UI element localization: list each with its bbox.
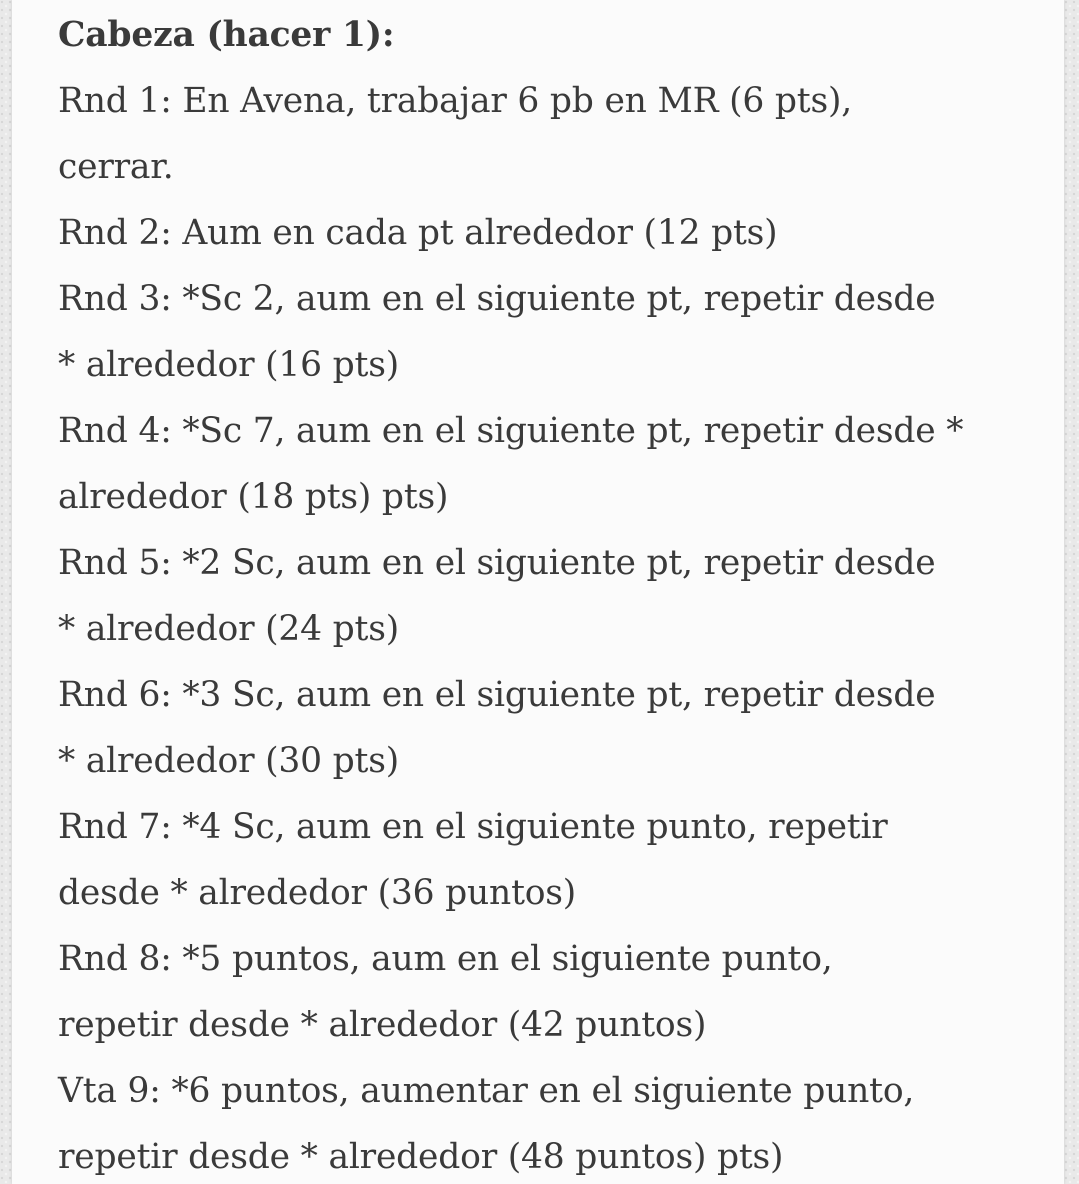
section-heading: Cabeza (hacer 1): (58, 15, 395, 55)
text-line: * alrededor (30 pts) (58, 741, 399, 781)
text-line: cerrar. (58, 147, 174, 187)
text-line: repetir desde * alrededor (42 puntos) (58, 1005, 707, 1045)
text-line: * alrededor (24 pts) (58, 609, 399, 649)
text-line: * alrededor (16 pts) (58, 345, 399, 385)
text-line: Rnd 1: En Avena, trabajar 6 pb en MR (6 pts), (58, 81, 852, 121)
text-line: Rnd 4: *Sc 7, aum en el siguiente pt, repetir desde * (58, 411, 964, 451)
pattern-text (58, 2, 1058, 1184)
text-line: repetir desde * alrededor (48 puntos) pts) (58, 1137, 784, 1177)
text-line: Rnd 6: *3 Sc, aum en el siguiente pt, repetir desde (58, 675, 936, 715)
text-line: Rnd 2: Aum en cada pt alrededor (12 pts) (58, 213, 778, 253)
text-line: Vta 9: *6 puntos, aumentar en el siguiente punto, (58, 1071, 915, 1111)
text-line: Rnd 3: *Sc 2, aum en el siguiente pt, repetir desde (58, 279, 936, 319)
text-line: Rnd 5: *2 Sc, aum en el siguiente pt, repetir desde (58, 543, 936, 583)
text-line: alrededor (18 pts) pts) (58, 477, 449, 517)
text-line: Rnd 7: *4 Sc, aum en el siguiente punto, repetir (58, 807, 888, 847)
text-line: Rnd 8: *5 puntos, aum en el siguiente punto, (58, 939, 833, 979)
text-line: desde * alrededor (36 puntos) (58, 873, 577, 913)
pattern-card (12, 0, 1064, 1184)
